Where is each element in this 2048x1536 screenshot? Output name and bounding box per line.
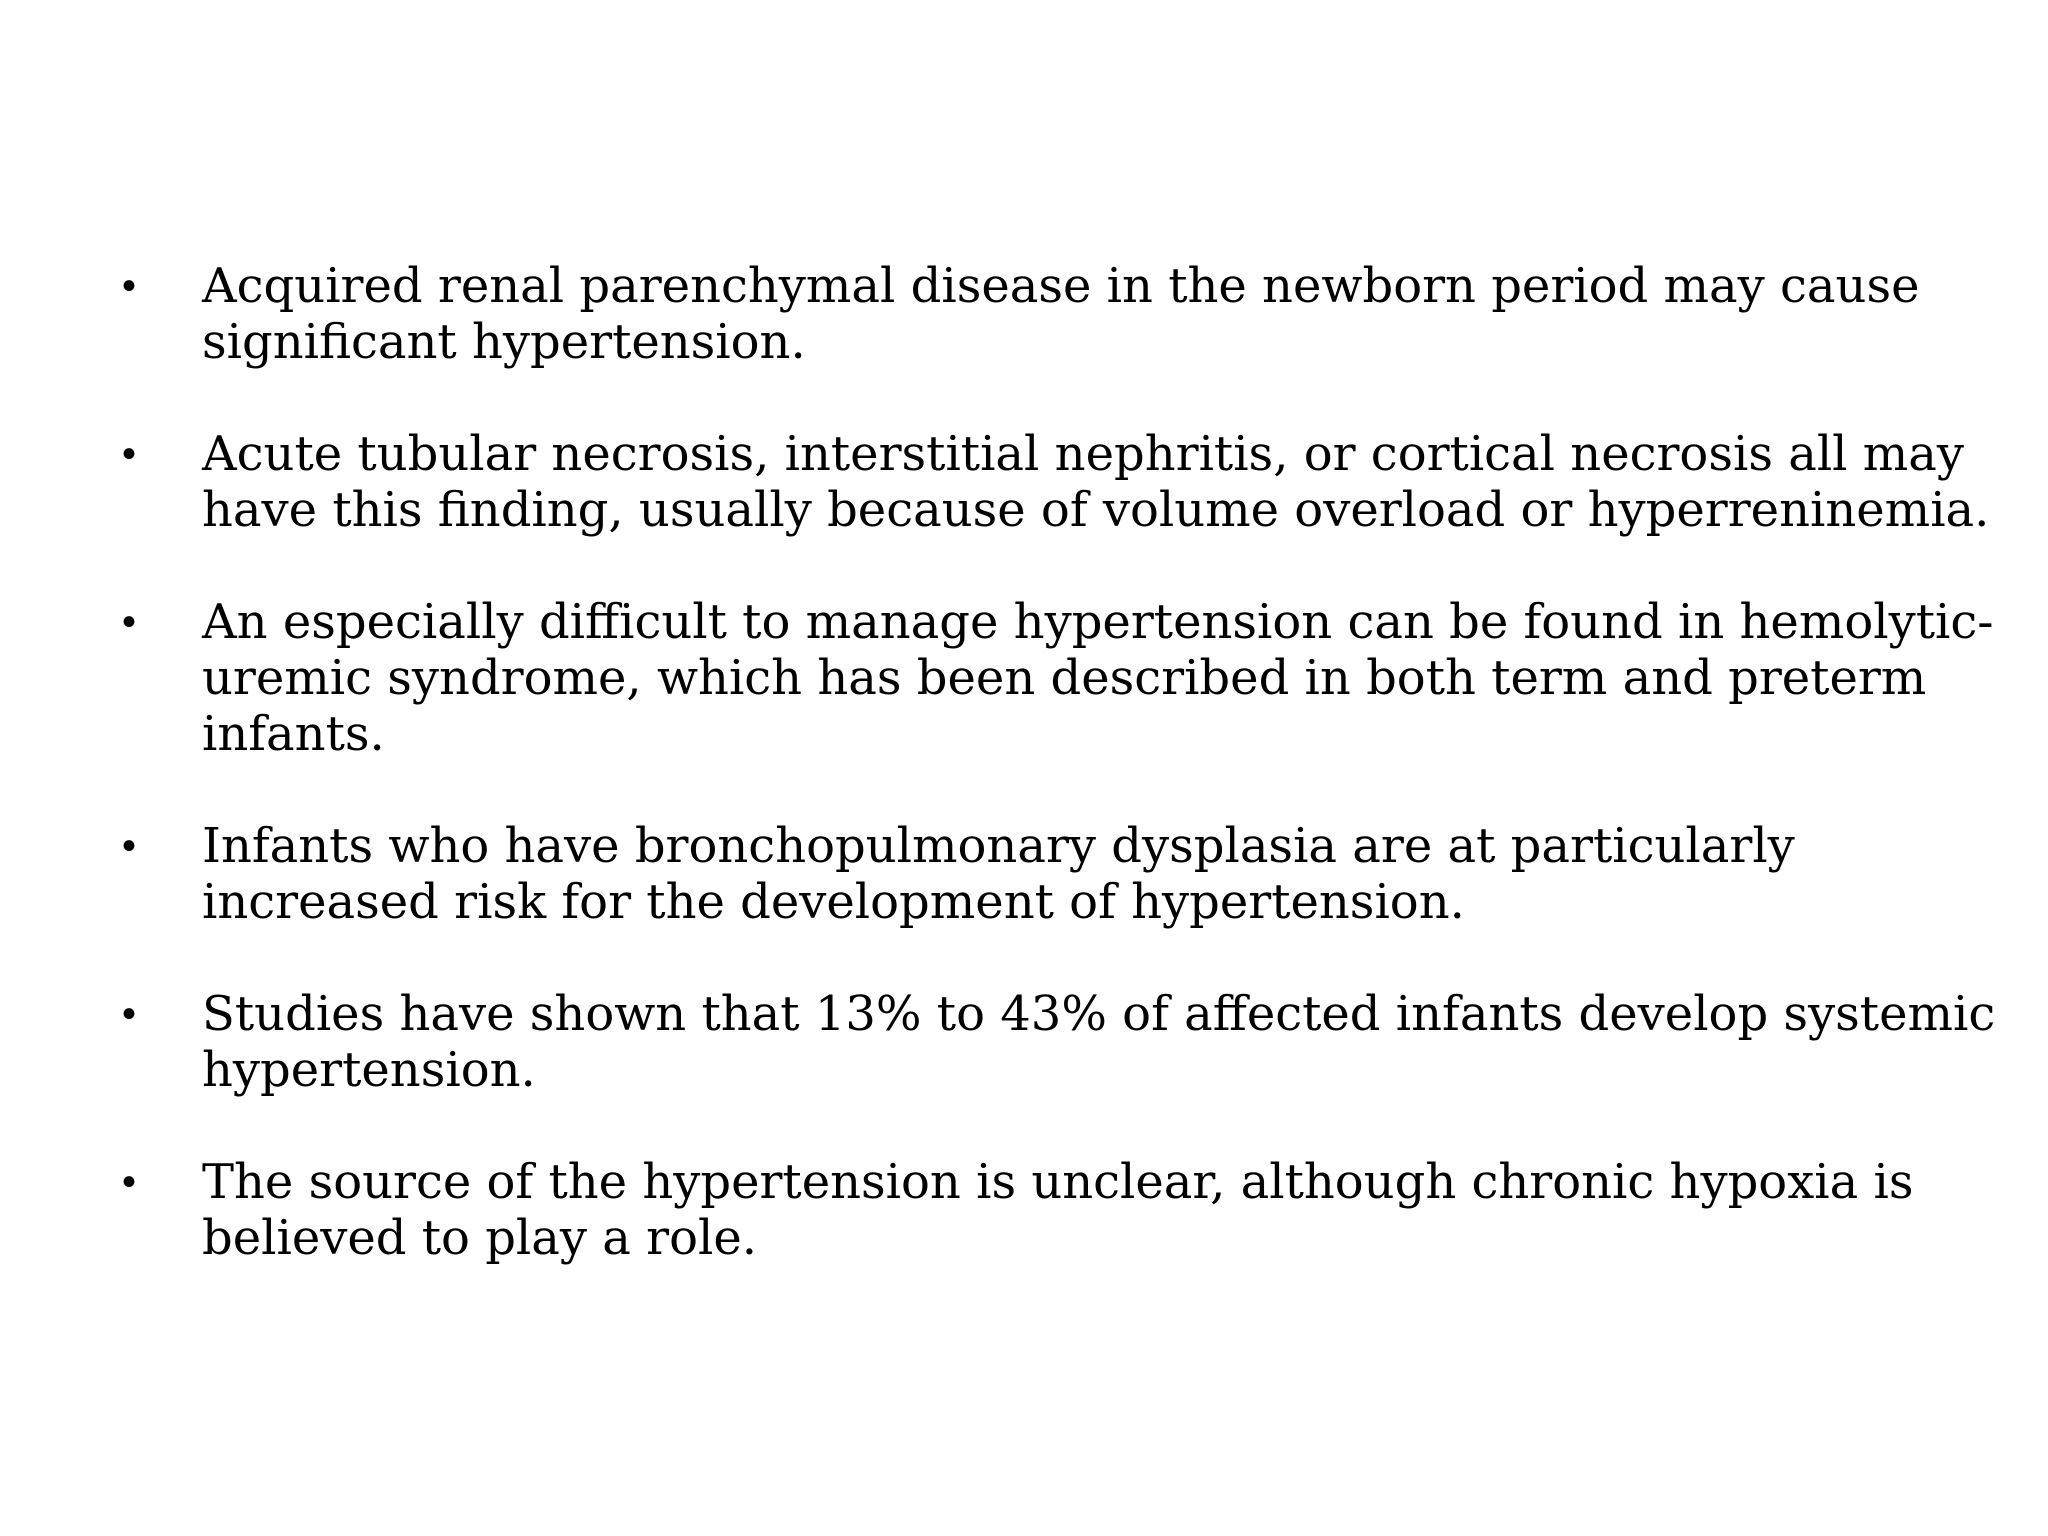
bullet-item-bronchopulmonary bbox=[116, 818, 1996, 930]
bullet-text: An especially difficult to manage hypertension can be found in hemolytic-uremic syndrome, which has been described in both term and preterm infants. bbox=[202, 594, 1994, 762]
bullet-text: Acute tubular necrosis, interstitial nephritis, or cortical necrosis all may have this finding, usually because of volume overload or hyperreninemia. bbox=[202, 426, 1990, 538]
bullet-item-renal-disease bbox=[116, 258, 1996, 370]
bullet-text: Acquired renal parenchymal disease in the newborn period may cause significant hypertension. bbox=[202, 258, 1920, 370]
bullet-icon: • bbox=[122, 264, 137, 308]
bullet-icon: • bbox=[122, 1160, 137, 1204]
bullet-icon: • bbox=[122, 992, 137, 1036]
bullet-text: Infants who have bronchopulmonary dysplasia are at particularly increased risk for the development of hypertension. bbox=[202, 818, 1795, 930]
bullet-item-tubular-necrosis bbox=[116, 426, 1996, 538]
bullet-text: The source of the hypertension is unclear, although chronic hypoxia is believed to play a role. bbox=[202, 1154, 1914, 1266]
bullet-icon: • bbox=[122, 600, 137, 644]
bullet-list bbox=[116, 258, 1996, 1322]
bullet-item-source bbox=[116, 1154, 1996, 1266]
bullet-icon: • bbox=[122, 432, 137, 476]
bullet-item-studies bbox=[116, 986, 1996, 1098]
bullet-text: Studies have shown that 13% to 43% of affected infants develop systemic hypertension. bbox=[202, 986, 1996, 1098]
bullet-item-hemolytic-uremic bbox=[116, 594, 1996, 762]
bullet-icon: • bbox=[122, 824, 137, 868]
